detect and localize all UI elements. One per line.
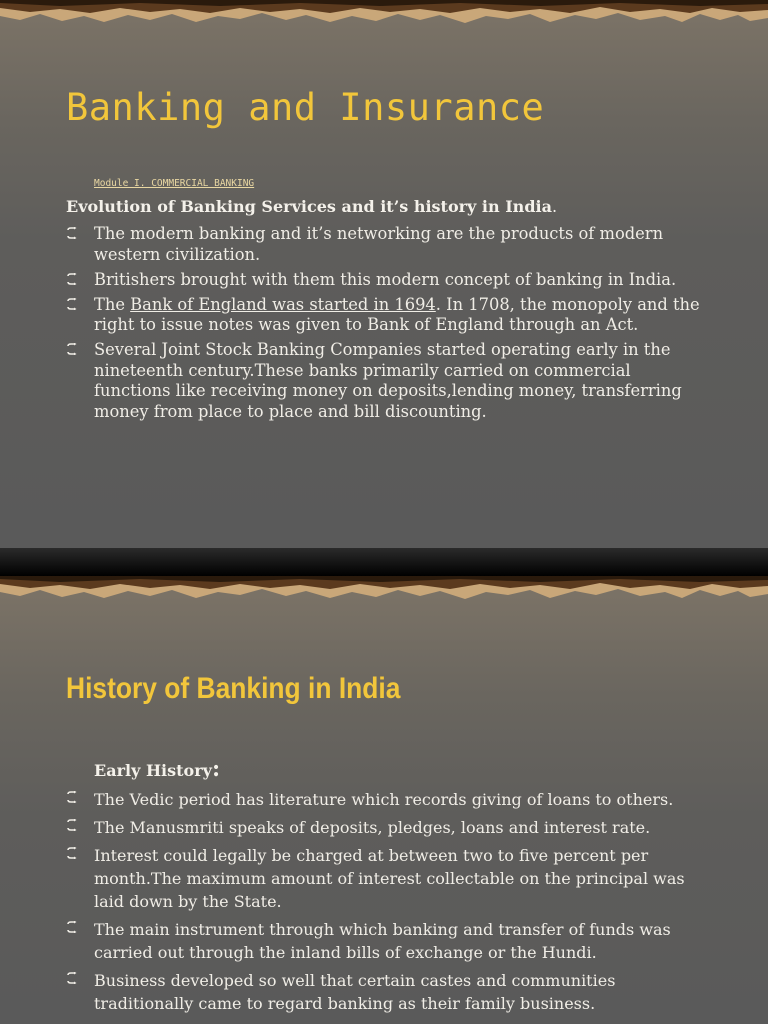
bullet-text: The modern banking and it’s networking are the products of modern western civilization. (94, 224, 664, 264)
slide-separator (0, 548, 768, 576)
list-item (66, 788, 706, 811)
slide-subheading (94, 756, 220, 782)
bullet-text: Britishers brought with them this modern concept of banking in India. (94, 269, 677, 289)
list-item (66, 340, 706, 422)
bullet-list (66, 788, 706, 1020)
bullet-text-post: . In 1708, the monopoly and the right to issue notes was given to Bank of England through an Act. (94, 294, 700, 334)
slide-title: History of Banking in India (66, 672, 401, 705)
slide-subheading (66, 197, 557, 216)
curved-arrow-bullet-icon (66, 227, 78, 239)
bank-of-england-link[interactable]: Bank of England was started in 1694 (130, 294, 436, 314)
subheading-dot: . (551, 197, 558, 216)
torn-paper-border (0, 0, 768, 26)
subheading-colon: : (211, 756, 221, 782)
curved-arrow-bullet-icon (66, 273, 78, 285)
list-item (66, 270, 706, 291)
subheading-text: Evolution of Banking Services and it’s history in India (66, 197, 552, 216)
bullet-list (66, 224, 706, 427)
list-item (66, 295, 706, 336)
bullet-text-pre: The (94, 294, 131, 314)
curved-arrow-bullet-icon (66, 972, 78, 984)
curved-arrow-bullet-icon (66, 921, 78, 933)
curved-arrow-bullet-icon (66, 298, 78, 310)
module-label: Module I. COMMERCIAL BANKING (94, 178, 255, 189)
curved-arrow-bullet-icon (66, 847, 78, 859)
bullet-text: The main instrument through which banking and transfer of funds was carried out through the inland bills of exchange or the Hundi. (94, 920, 671, 962)
subheading-text: Early History (94, 761, 212, 780)
curved-arrow-bullet-icon (66, 819, 78, 831)
list-item (66, 969, 706, 1015)
bullet-text: Interest could legally be charged at between two to five percent per month.The maximum amount of interest collectable on the principal was laid down by the State. (94, 846, 685, 911)
curved-arrow-bullet-icon (66, 791, 78, 803)
list-item (66, 224, 706, 265)
bullet-text: The Manusmriti speaks of deposits, pledges, loans and interest rate. (94, 818, 651, 837)
torn-paper-border (0, 576, 768, 602)
bullet-text: The Vedic period has literature which records giving of loans to others. (94, 790, 674, 809)
list-item (66, 844, 706, 913)
slide-title: Banking and Insurance (66, 86, 545, 129)
bullet-text: Business developed so well that certain castes and communities traditionally came to regard banking as their family business. (94, 971, 616, 1013)
list-item (66, 918, 706, 964)
curved-arrow-bullet-icon (66, 343, 78, 355)
bullet-text: Several Joint Stock Banking Companies started operating early in the nineteenth century.These banks primarily carried on commercial functions like receiving money on deposits,lending money, transferring money from place to place and bill discounting. (94, 340, 682, 421)
list-item (66, 816, 706, 839)
